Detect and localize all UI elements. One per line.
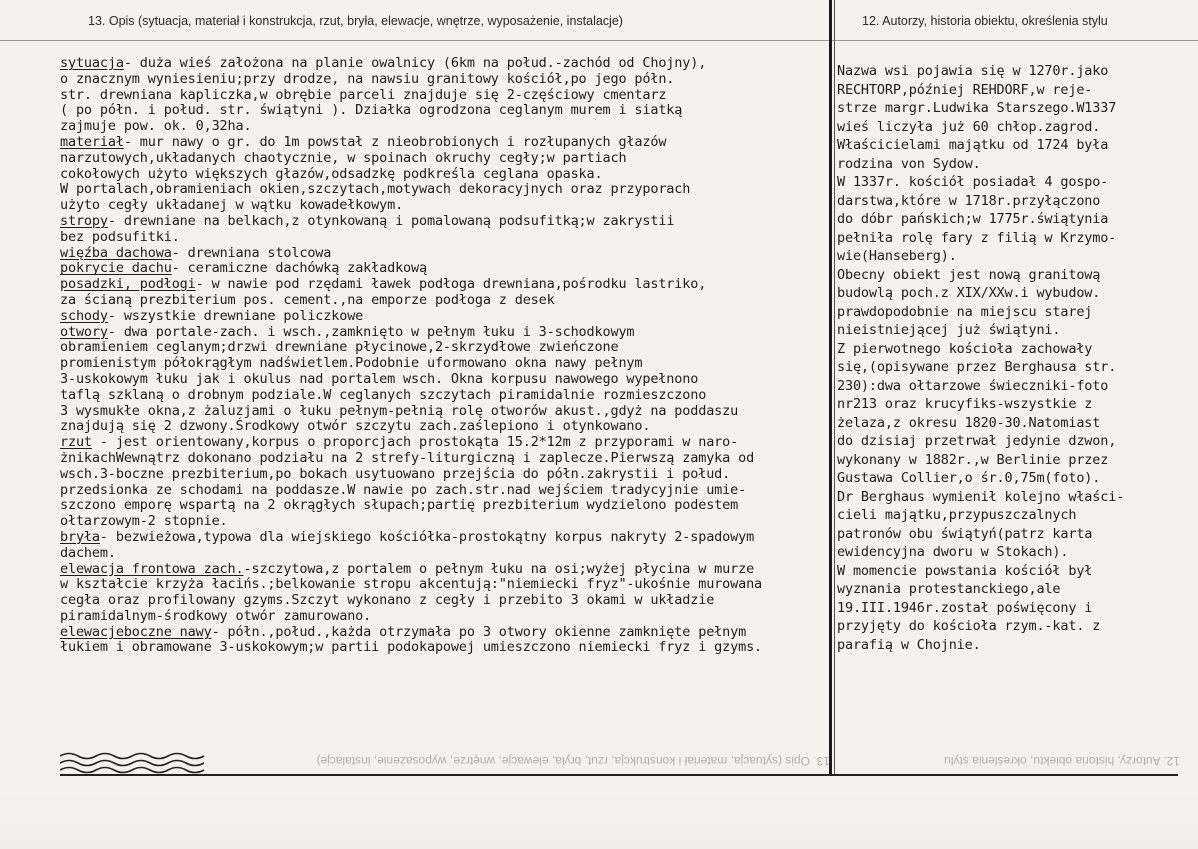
description-line (60, 167, 820, 183)
history-line: ewidencyjna dworu w Stokach). (837, 544, 1069, 560)
section-label: bryła (60, 528, 100, 545)
line-text: znajdują się 2 dzwony.Środkowy otwór szczytu zach.zaślepiono i otynkowano. (60, 418, 651, 435)
line-text: taflą szklaną o drobnym podziale.W ceglanych szczytach piramidalnie rozmieszczono (60, 386, 707, 403)
history-line: rodzina von Sydow. (837, 155, 981, 172)
history-line: strze margr.Ludwika Starszego.W1337 (837, 100, 1117, 116)
section-label: rzut (60, 434, 92, 451)
history-line: darstwa,które w 1718r.przyłączono (837, 192, 1101, 209)
description-line (60, 135, 820, 151)
description-column (60, 56, 820, 656)
line-text: - drewniane na belkach,z otynkowaną i pomalowaną podsufitką;w zakrystii (107, 212, 675, 229)
history-line: przyjęty do kościoła rzym.-kat. z (837, 618, 1101, 634)
line-text: ołtarzowym-2 stopnie. (60, 513, 228, 530)
history-line: nieistniejącej już świątyni. (837, 322, 1061, 338)
description-line (60, 103, 820, 119)
footer-rule (60, 774, 1178, 776)
line-text: promienistym półokrągłym nadświetlem.Podobnie uformowano okna nawy pełnym (60, 355, 643, 372)
section-label: posadzki, podłogi (60, 276, 196, 293)
description-line (60, 88, 820, 104)
column-divider-secondary (834, 0, 835, 775)
history-line: parafią w Chojnie. (837, 636, 981, 653)
line-text: użyto cegły układanej w wątku kowadełkowym. (60, 197, 404, 214)
description-line (60, 404, 820, 420)
line-text: żnikachWewnątrz dokonano podziału na 2 strefy-liturgiczną i zaplecze.Pierwszą zamyka od (60, 449, 755, 466)
line-text: za ścianą prezbiterium pos. cement.,na emporze podłoga z desek (60, 291, 555, 308)
line-text: - półn.,połud.,każda otrzymała po 3 otwory okienne zamknięte pełnym (211, 623, 747, 640)
line-text: cegła oraz profilowany gzyms.Szczyt wykonano z cegły i przebito 3 okami w układzie (60, 592, 715, 609)
description-line (60, 340, 820, 356)
line-text: zajmuje pow. ok. 0,32ha. (60, 118, 252, 135)
line-text: 3-uskokowym łuku jak i okulus nad portalem wsch. Okna korpusu nawowego wypełnono (60, 370, 699, 387)
history-line: wie(Hanseberg). (837, 248, 957, 264)
description-line (60, 309, 820, 325)
description-line (60, 498, 820, 514)
line-text: dachem. (60, 544, 116, 561)
line-text: cokołowych użyto większych głazów,odsadzkę podkreśla ceglana opaska. (60, 165, 603, 182)
description-line (60, 182, 820, 198)
description-line (60, 609, 820, 625)
history-line: wykonany w 1882r.,w Berlinie przez (837, 451, 1109, 468)
description-line (60, 372, 820, 388)
wavy-lines-decoration (60, 748, 205, 776)
line-text: str. drewniana kapliczka,w obrębie parceli znajduje się 2-częściowy cmentarz (60, 86, 667, 103)
description-line (60, 119, 820, 135)
header-left: 13. Opis (sytuacja, materiał i konstrukcja, rzut, bryła, elewacje, wnętrze, wyposażenie, instalacje) (88, 14, 623, 28)
description-line (60, 261, 820, 277)
description-line (60, 325, 820, 341)
history-line: nr213 oraz krucyfiks-wszystkie z (837, 396, 1093, 412)
section-label: materiał (60, 133, 124, 150)
description-line (60, 246, 820, 262)
line-text: szczono emporę wspartą na 2 okrągłych słupach;partię prezbiterium wydzielono podestem (60, 497, 739, 514)
description-line (60, 293, 820, 309)
line-text: - duża wieś założona na planie owalnicy (6km na połud.-zachód od Chojny), (123, 55, 707, 71)
description-line (60, 151, 820, 167)
history-line: 19.III.1946r.został poświęcony i (837, 599, 1093, 616)
line-text: - jest orientowany,korpus o proporcjach prostokąta 15.2*12m z przyporami w naro- (91, 434, 739, 451)
mirrored-header-left: 13. Opis (sytuacja, materiał i konstrukcja, rzut, bryła, elewacje, wnętrze, wyposażenie, instalacje) (316, 754, 830, 768)
history-line: Właścicielami majątku od 1724 była (837, 137, 1109, 153)
description-line (60, 577, 820, 593)
history-line: Gustawa Collier,o śr.0,75m(foto). (837, 470, 1101, 486)
description-line (60, 546, 820, 562)
line-text: W portalach,obramieniach okien,szczytach,motywach dekoracyjnych oraz przyporach (60, 181, 691, 198)
history-line: żelaza,z okresu 1820-30.Natomiast (837, 414, 1101, 431)
line-text: - drewniana stolcowa (171, 244, 332, 261)
description-line (60, 72, 820, 88)
description-line (60, 214, 820, 230)
description-line (60, 356, 820, 372)
description-line (60, 56, 820, 72)
page-margin (0, 790, 1198, 849)
history-line: cieli majątku,przypuszczalnych (837, 507, 1077, 523)
section-label: elewacjeboczne nawy (60, 623, 212, 640)
line-text: o znacznym wyniesieniu;przy drodze, na nawsiu granitowy kościół,po jego półn. (60, 70, 675, 87)
line-text: wsch.3-boczne prezbiterium,po bokach usytuowano przejścia do półn.zakrystii i połud. (60, 465, 731, 482)
history-line: pełniła rolę fary z filią w Krzymo- (837, 229, 1117, 246)
description-line (60, 625, 820, 641)
line-text: przedsionka ze schodami na poddasze.W nawie po zach.str.nad wejściem tradycyjnie umie- (60, 481, 747, 498)
line-text: -szczytowa,z portalem o pełnym łuku na osi;wyżej płycina w murze (243, 560, 755, 577)
history-line: 230):dwa ołtarzowe świeczniki-foto (837, 377, 1109, 394)
description-line (60, 640, 820, 656)
description-line (60, 451, 820, 467)
history-line: do dóbr pańskich;w 1775r.świątynia (837, 211, 1109, 227)
description-line (60, 530, 820, 546)
section-label: otwory (60, 323, 108, 340)
section-label: pokrycie dachu (60, 260, 172, 277)
history-line: Nazwa wsi pojawia się w 1270r.jako (837, 63, 1109, 79)
history-line: się,(opisywane przez Berghausa str. (837, 359, 1117, 375)
line-text: 3 wysmukłe okna,z żaluzjami o łuku pełnym-pełnią rolę otworów akust.,gdyż na poddaszu (60, 402, 739, 419)
history-line: budowlą poch.z XIX/XXw.i wybudow. (837, 285, 1101, 301)
history-line: patronów obu świątyń(patrz karta (837, 525, 1093, 542)
description-line (60, 198, 820, 214)
line-text: - bezwieżowa,typowa dla wiejskiego kościółka-prostokątny korpus nakryty 2-spadowym (99, 528, 755, 545)
description-line (60, 388, 820, 404)
header-divider (0, 40, 1198, 41)
section-label: elewacja frontowa zach. (60, 560, 244, 577)
line-text: - w nawie pod rzędami ławek podłoga drewniana,pośrodku lastriko, (195, 276, 707, 293)
section-label: więźba dachowa (60, 244, 172, 261)
history-line: W momencie powstania kościół był (837, 562, 1093, 579)
history-line: wieś liczyła już 60 chłop.zagrod. (837, 118, 1101, 135)
history-line: prawdopodobnie na miejscu starej (837, 303, 1093, 320)
line-text: łukiem i obramowane 3-uskokowym;w partii podokapowej umieszczono niemiecki fryz i gzyms. (60, 639, 763, 656)
header-right: 12. Autorzy, historia obiektu, określenia stylu (862, 14, 1108, 28)
description-line (60, 593, 820, 609)
history-line: do dzisiaj przetrwał jedynie dzwon, (837, 433, 1117, 449)
history-line: Dr Berghaus wymienił kolejno właści- (837, 488, 1125, 505)
history-line: RECHTORP,później REHDORF,w reje- (837, 81, 1093, 98)
description-line (60, 419, 820, 435)
description-line (60, 230, 820, 246)
line-text: w kształcie krzyża łacińs.;belkowanie stropu akcentują:"niemiecki fryz"-ukośnie murowana (60, 576, 763, 593)
line-text: - wszystkie drewniane policzkowe (107, 307, 364, 324)
description-line (60, 483, 820, 499)
mirrored-header-right: 12. Autorzy, historia obiektu, określenia stylu (944, 754, 1180, 768)
section-label: schody (60, 307, 108, 324)
line-text: ( po półn. i połud. str. świątyni ). Działka ogrodzona ceglanym murem i siatką (60, 102, 683, 119)
section-label: sytuacja (60, 55, 124, 71)
line-text: - ceramiczne dachówką zakładkową (171, 260, 427, 277)
column-divider (829, 0, 832, 775)
description-line (60, 514, 820, 530)
history-line: Z pierwotnego kościoła zachowały (837, 340, 1093, 357)
history-line: wyznania protestanckiego,ale (837, 581, 1061, 597)
history-line: Obecny obiekt jest nową granitową (837, 266, 1101, 283)
description-line (60, 562, 820, 578)
history-column (837, 62, 1127, 654)
description-line (60, 435, 820, 451)
line-text: narzutowych,układanych chaotycznie, w spoinach okruchy cegły;w partiach (60, 149, 627, 166)
line-text: bez podsufitki. (60, 228, 180, 245)
line-text: - mur nawy o gr. do 1m powstał z nieobrobionych i rozłupanych głazów (123, 133, 667, 150)
line-text: obramieniem ceglanym;drzwi drewniane płycinowe,2-skrzydłowe zwieńczone (60, 339, 619, 356)
history-line: W 1337r. kościół posiadał 4 gospo- (837, 174, 1109, 190)
page-footer (60, 748, 1178, 776)
description-line (60, 277, 820, 293)
line-text: - dwa portale-zach. i wsch.,zamknięto w pełnym łuku i 3-schodkowym (107, 323, 635, 340)
line-text: piramidalnym-środkowy otwór zamurowano. (60, 607, 372, 624)
description-line (60, 467, 820, 483)
section-label: stropy (60, 212, 108, 229)
